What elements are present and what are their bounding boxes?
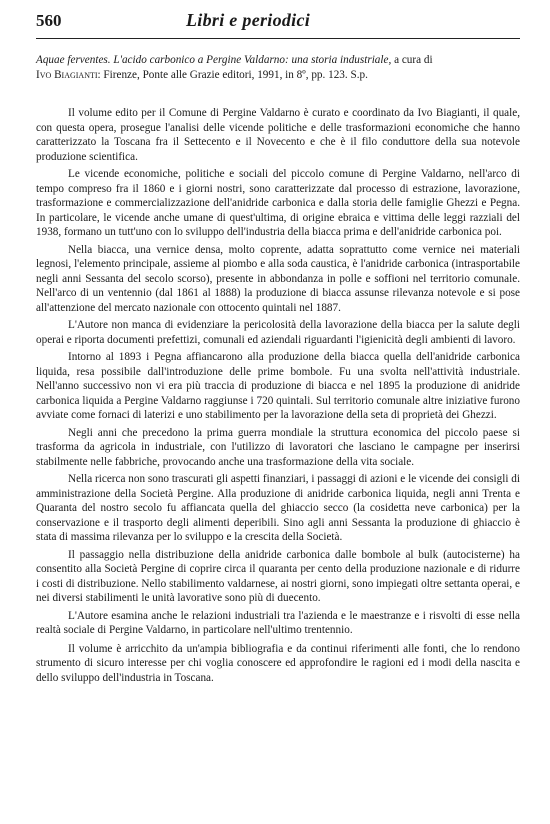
paragraph: Nella biacca, una vernice densa, molto coprente, adatta soprattutto come vernice nei materiali legnosi, l'elemento principale, assieme al piombo e alla soda caustica, è l'anidride carbonica (intrasportabile negli anni Sessanta del secolo scorso), presente in abbondanza in polle e soffioni nel territorio comunale. Nell'arco di un ventennio (dal 1861 al 1888) la produzione di biacca assunse rilevanza notevole e si pose all'attenzione del mercato nazionale con ottocento quintali nel 1887.	[36, 243, 520, 314]
paragraph: Negli anni che precedono la prima guerra mondiale la struttura economica del piccolo paese si trasforma da agricola in industriale, con l'utilizzo di lavoratori che lasciano le campagne per inserirsi stabilmente nelle fabbriche, provocando anche una trasformazione della vita sociale.	[36, 426, 520, 468]
paragraph: L'Autore esamina anche le relazioni industriali tra l'azienda e le maestranze e i risvolti di esse nella realtà sociale di Pergine Valdarno, in particolare nell'ultimo trentennio.	[36, 609, 520, 636]
running-title: Libri e periodici	[186, 10, 311, 30]
paragraph: Intorno al 1893 i Pegna affiancarono alla produzione della biacca quella dell'anidride carbonica liquida, resa possibile dall'introduzione delle prime bombole. Fu una svolta nell'attività industriale. Nell'anno successivo non vi era più traccia di produzione di biacca e nel 1895 la produzione di anidride carbonica liquida a Pergine Valdarno raggiunse i 720 quintali. Sul territorio comunale altre iniziative furono avviate come fornaci di laterizi e uno stabilimento per la lavorazione della seta di proprietà dei Ghezzi.	[36, 351, 520, 421]
curator-prefix: a cura di	[394, 54, 433, 66]
book-title: Aquae ferventes. L'acido carbonico a Pergine Valdarno: una storia industriale,	[36, 54, 392, 66]
review-body	[36, 106, 520, 685]
paragraph: Il volume edito per il Comune di Pergine Valdarno è curato e coordinato da Ivo Biagianti, il quale, con questa opera, prosegue l'analisi delle vicende politiche e delle trasformazioni economiche che hanno caratterizzato la Toscana fra il Settecento e il Novecento e che è il filo conduttore della sua notevole produzione scientifica.	[36, 107, 520, 163]
paragraph: Il passaggio nella distribuzione della anidride carbonica dalle bombole al bulk (autocisterne) ha consentito alla Società Pergine di coprire circa il quaranta per cento della produzione nazionale e di ridurre i costi di distribuzione. Nello stabilimento valdarnese, ai nostri giorni, sono impiegati oltre settanta operai, e nei diversi stabilimenti le unità lavorative sono più di duecento.	[36, 548, 520, 604]
editor-last-name: Biagianti	[54, 68, 98, 81]
paragraph: Nella ricerca non sono trascurati gli aspetti finanziari, i passaggi di azioni e le vicende dei consigli di amministrazione della Società Pergine. Alla produzione di anidride carbonica liquida, negli anni Trenta e Quaranta del nostro secolo fu affiancata quella del ghiaccio secco (la cosidetta neve carbonica) per la conservazione e il trasporto degli alimenti deperibili. Sino agli anni Sessanta la produzione di ghiaccio è stata di massima rilevanza per lo sviluppo e la crescita della Società.	[36, 473, 520, 543]
page-number: 560	[36, 11, 62, 30]
paragraph: Il volume è arricchito da un'ampia bibliografia e da continui riferimenti alle fonti, che lo rendono strumento di sicuro interesse per chi voglia conoscere ed approfondire le ragioni ed i modi della nascita e dello sviluppo dell'industria in Toscana.	[36, 642, 520, 684]
paragraph: L'Autore non manca di evidenziare la pericolosità della lavorazione della biacca per la salute degli operai e riporta documenti prefettizi, comunali ed aziendali riguardanti l'igienicità degli ambienti di lavoro.	[36, 319, 520, 346]
editor-first-name: Ivo	[36, 68, 52, 81]
page-header	[36, 10, 520, 39]
bibliographic-citation	[36, 53, 520, 82]
paragraph: Le vicende economiche, politiche e sociali del piccolo comune di Pergine Valdarno, nell'arco di tempo compreso fra il 1860 e i giorni nostri, sono caratterizzate dal processo di estrazione, lavorazione, trasformazione e commercializzazione dell'anidride carbonica e dalla storia delle famiglie Ghezzi e Pegna. In particolare, le vicende anche umane di quest'ultima, di origine ebraica e vittima delle leggi razziali del 1938, formano un tutt'uno con lo sviluppo dell'industria della biacca prima e dell'anidride carbonica poi.	[36, 168, 520, 238]
publication-info: : Firenze, Ponte alle Grazie editori, 1991, in 8º, pp. 123. S.p.	[97, 68, 368, 81]
